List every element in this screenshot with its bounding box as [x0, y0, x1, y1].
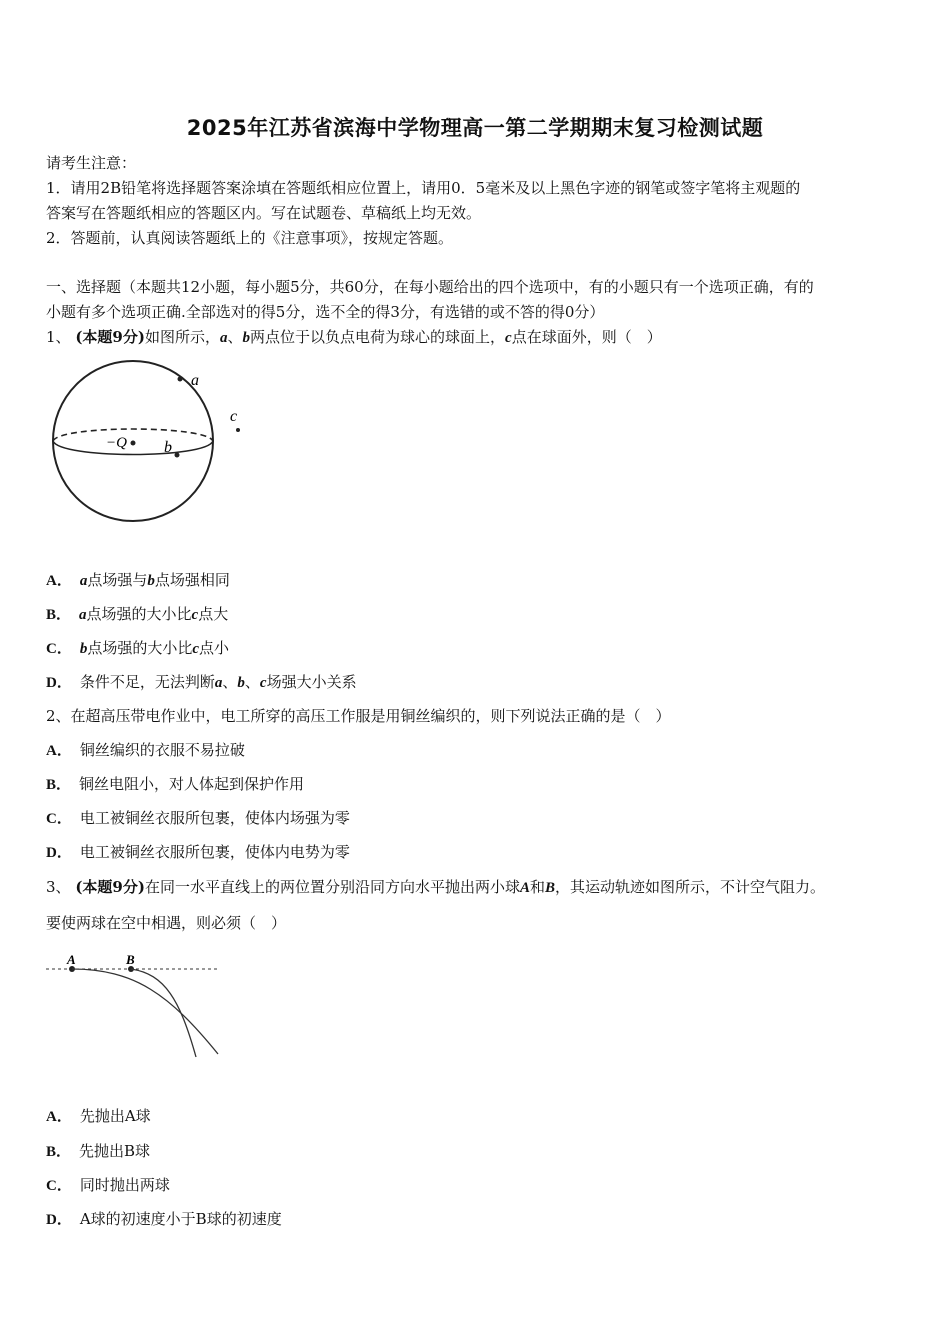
question-text: ，其运动轨迹如图所示，不计空气阻力。 [555, 878, 826, 896]
option-text: 、 [222, 673, 238, 691]
q1-option-c[interactable] [46, 638, 229, 659]
option-label: C． [46, 811, 72, 827]
label-B: B [126, 952, 135, 967]
var-B: B [545, 880, 556, 896]
q3-option-b[interactable] [46, 1141, 150, 1162]
point-c-dot [236, 428, 240, 432]
option-label: B． [46, 777, 72, 793]
var-a: a [219, 330, 228, 346]
option-text: 铜丝编织的衣服不易拉破 [79, 741, 245, 759]
label-charge: −Q [106, 435, 127, 451]
q1-option-b[interactable] [46, 604, 228, 625]
option-text: 点场强与 [87, 571, 148, 589]
question-score: (本题9分) [75, 328, 145, 346]
option-var: b [79, 641, 88, 657]
var-b: b [242, 330, 250, 346]
equator-back-dashed [53, 429, 213, 441]
question-text: 在同一水平直线上的两位置分别沿同方向水平抛出两小球 [144, 878, 520, 896]
label-b: b [164, 439, 172, 456]
option-label: A． [46, 573, 72, 589]
notice-line-1: 1．请用2B铅笔将选择题答案涂填在答题纸相应位置上，请用0．5毫米及以上黑色字迹的钢笔或签字笔将主观题的 [46, 179, 801, 197]
q3-option-c[interactable] [46, 1175, 170, 1196]
option-label: D． [46, 1212, 72, 1228]
option-label: B． [46, 1144, 72, 1160]
question-number: 3、 [46, 878, 71, 896]
question-2-stem: 2、在超高压带电作业中，电工所穿的高压工作服是用铜丝编织的，则下列说法正确的是（ ） [46, 707, 671, 725]
option-label: A． [46, 1109, 72, 1125]
separator: 、 [227, 328, 243, 346]
label-A: A [67, 952, 76, 967]
q3-option-a[interactable] [46, 1106, 151, 1127]
q1-option-a[interactable] [46, 570, 230, 591]
question-text: 两点位于以负点电荷为球心的球面上， [250, 328, 506, 346]
option-var: b [147, 573, 155, 589]
question-score: (本题9分) [75, 878, 145, 896]
option-text: 铜丝电阻小，对人体起到保护作用 [79, 775, 305, 793]
option-label: A． [46, 743, 72, 759]
option-var: a [79, 607, 87, 623]
option-label: D． [46, 845, 72, 861]
option-text: 同时抛出两球 [79, 1176, 170, 1194]
question-number: 1、 [46, 328, 71, 346]
question-3-stem [46, 877, 825, 898]
projectile-figure [40, 950, 230, 1060]
page-title: 2025年江苏省滨海中学物理高一第二学期期末复习检测试题 [186, 116, 764, 140]
q2-option-b[interactable] [46, 774, 304, 795]
option-text: 电工被铜丝衣服所包裹，使体内场强为零 [79, 809, 350, 827]
label-a: a [191, 372, 199, 389]
option-var: c [259, 675, 267, 691]
q2-option-c[interactable] [46, 808, 350, 829]
option-label: C． [46, 1178, 72, 1194]
option-text: 点场强的大小比 [87, 639, 193, 657]
point-b-dot [175, 453, 180, 458]
option-var: a [79, 573, 88, 589]
section-header-line-2: 小题有多个选项正确.全部选对的得5分，选不全的得3分，有选错的或不答的得0分） [46, 303, 605, 321]
question-3-stem-line-2: 要使两球在空中相遇，则必须（ ） [46, 914, 287, 932]
q2-option-d[interactable] [46, 842, 350, 863]
charge-center-dot [131, 441, 136, 446]
option-text: 点场强的大小比 [86, 605, 192, 623]
option-text: 场强大小关系 [266, 673, 357, 691]
option-text: 先抛出A球 [79, 1107, 151, 1125]
option-text: A球的初速度小于B球的初速度 [79, 1210, 282, 1228]
option-var: c [192, 641, 200, 657]
sphere-figure [40, 355, 260, 530]
notice-heading: 请考生注意： [46, 154, 137, 172]
option-var: a [214, 675, 223, 691]
q3-option-d[interactable] [46, 1209, 282, 1230]
option-text: 先抛出B球 [79, 1142, 151, 1160]
trajectory-a [72, 969, 218, 1054]
trajectory-b [131, 969, 196, 1057]
option-text: 、 [244, 673, 260, 691]
var-A: A [519, 880, 530, 896]
point-a-dot [178, 377, 183, 382]
section-header-line-1: 一、选择题（本题共12小题，每小题5分，共60分，在每小题给出的四个选项中，有的小题只有一个选项正确，有的 [46, 278, 814, 296]
option-label: C． [46, 641, 72, 657]
option-var: b [237, 675, 245, 691]
label-c: c [230, 408, 238, 425]
option-text: 点场强相同 [154, 571, 230, 589]
option-label: D． [46, 675, 72, 691]
notice-line-3: 2．答题前，认真阅读答题纸上的《注意事项》，按规定答题。 [46, 229, 454, 247]
question-1-stem [46, 327, 662, 348]
q1-option-d[interactable] [46, 672, 357, 693]
option-text: 点大 [198, 605, 229, 623]
option-text: 条件不足，无法判断 [79, 673, 215, 691]
q2-option-a[interactable] [46, 740, 245, 761]
notice-line-2: 答案写在答题纸相应的答题区内。写在试题卷、草稿纸上均无效。 [46, 204, 482, 222]
question-text: 点在球面外，则（ ） [511, 328, 662, 346]
var-c: c [505, 330, 512, 346]
question-text: 和 [530, 878, 546, 896]
option-var: c [191, 607, 199, 623]
option-text: 点小 [199, 639, 230, 657]
question-text: 如图所示， [144, 328, 220, 346]
option-label: B． [46, 607, 72, 623]
option-text: 电工被铜丝衣服所包裹，使体内电势为零 [79, 843, 350, 861]
